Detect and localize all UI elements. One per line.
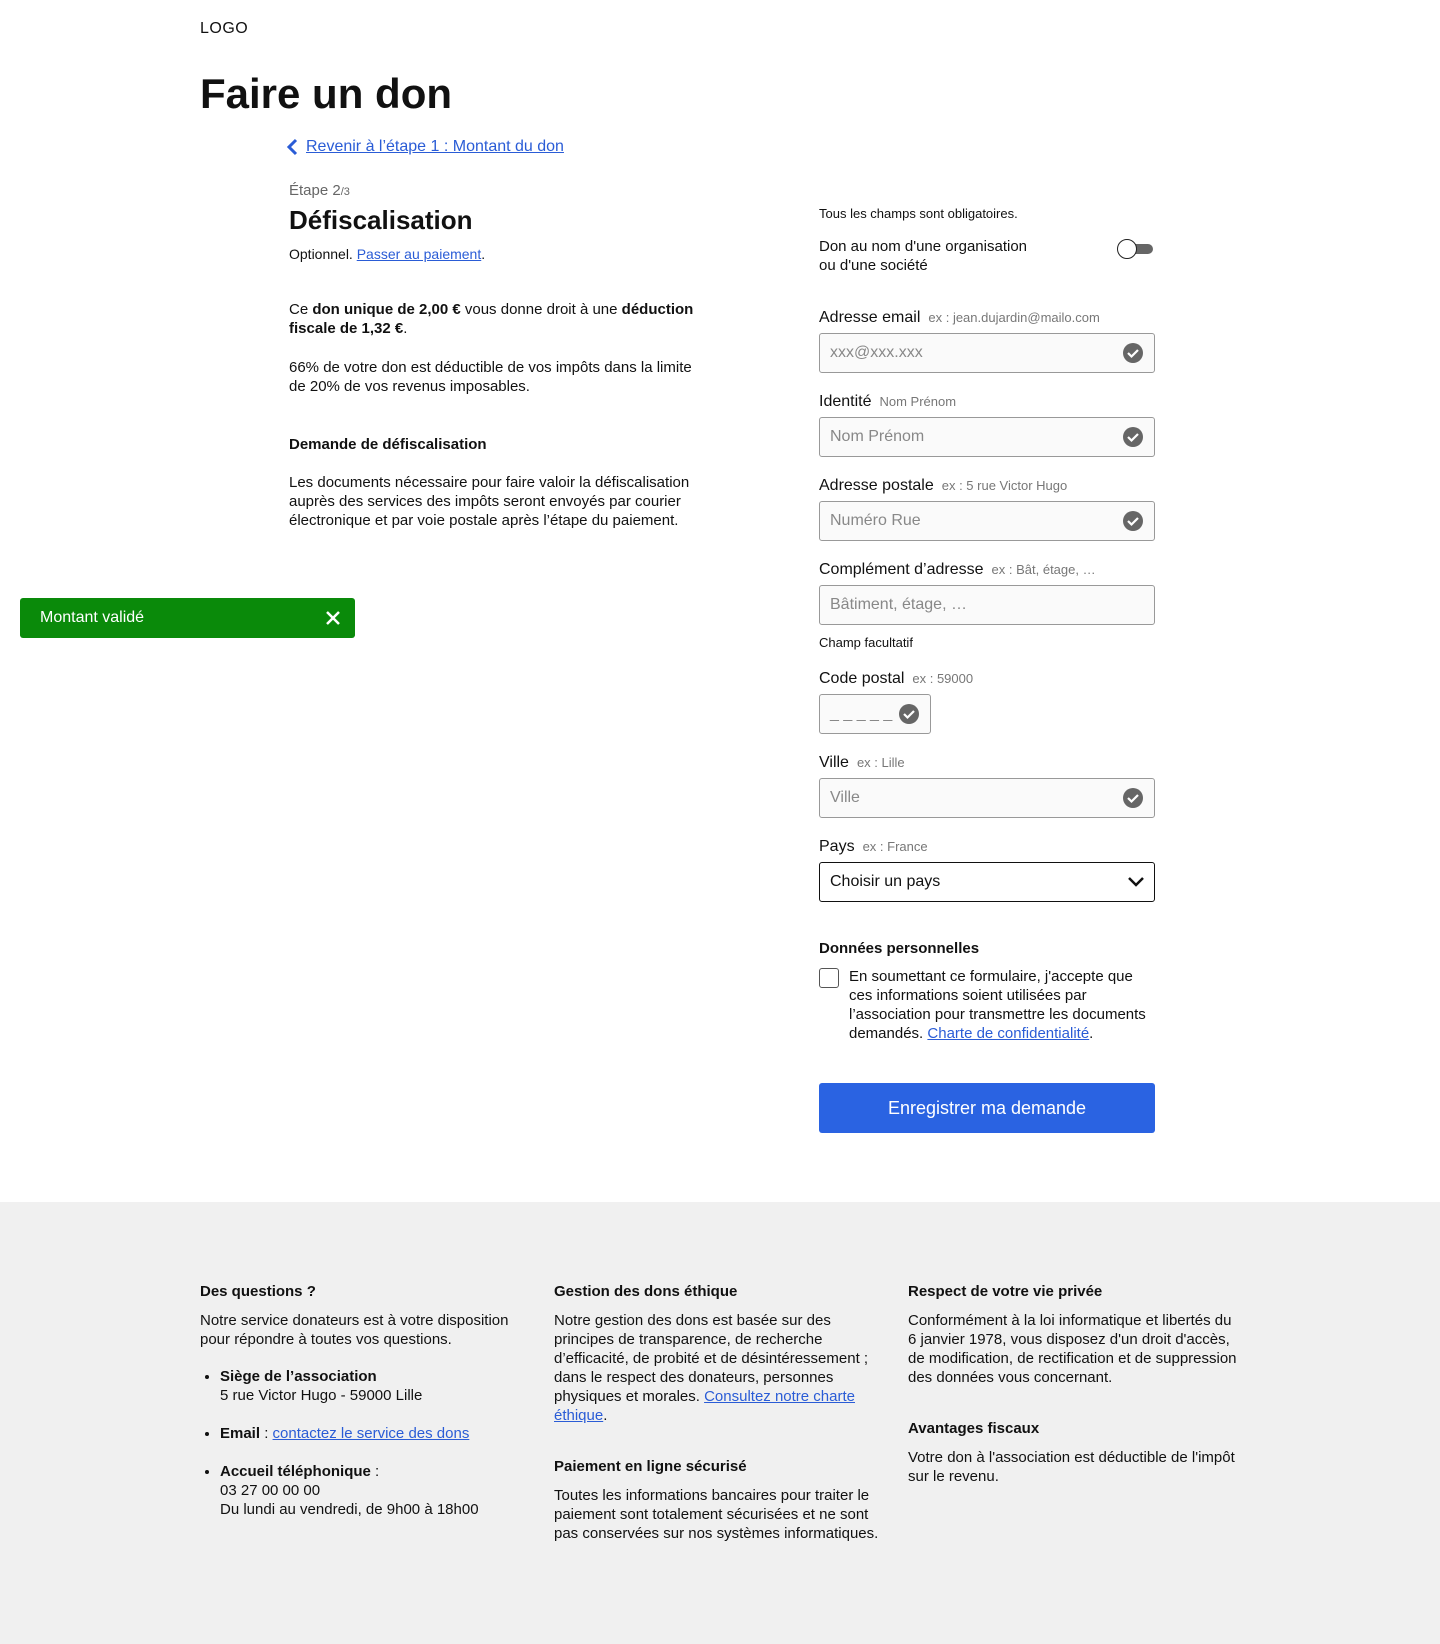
email-field-group: [819, 309, 1155, 373]
address-label: Adresse postale: [819, 477, 934, 494]
page-title: Faire un don: [200, 70, 452, 117]
country-hint: ex : France: [862, 839, 928, 854]
check-circle-icon: [1122, 787, 1144, 809]
check-circle-icon: [1122, 510, 1144, 532]
address2-hint: ex : Bât, étage, …: [991, 562, 1096, 577]
country-label: Pays: [819, 838, 855, 855]
ethics-charter-link[interactable]: Consultez notre charte éthique: [554, 1388, 855, 1424]
identity-field-group: [819, 393, 1155, 457]
skip-to-payment-link[interactable]: Passer au paiement: [356, 246, 482, 262]
contact-service-link[interactable]: contactez le service des dons: [272, 1425, 470, 1442]
tax-request-text: Les documents nécessaire pour faire valoir la défiscalisation auprès des services des impôts seront envoyés par courier électronique et par voie postale après l’étape du paiement.: [289, 474, 690, 529]
deduction-info: 66% de votre don est déductible de vos impôts dans la limite de 20% de vos revenus imposables.: [289, 359, 692, 395]
optional-field-note: Champ facultatif: [819, 635, 913, 650]
zip-input[interactable]: _ _ _ _ _: [819, 694, 931, 734]
back-to-step-1-link[interactable]: [286, 138, 564, 156]
logo: LOGO: [200, 20, 249, 37]
org-toggle-row: [819, 237, 1155, 275]
optional-note: Optionnel. Passer au paiement.: [289, 246, 486, 262]
identity-label: Identité: [819, 393, 872, 410]
footer-privacy-title: Respect de votre vie privée: [908, 1283, 1103, 1300]
chevron-down-icon: [1128, 877, 1144, 887]
toast-label: Montant validé: [40, 609, 145, 626]
address-input[interactable]: Numéro Rue: [819, 501, 1155, 541]
footer-ethics: [554, 1282, 889, 1543]
footer-questions: [200, 1282, 535, 1538]
city-input[interactable]: Ville: [819, 778, 1155, 818]
email-input[interactable]: xxx@xxx.xxx: [819, 333, 1155, 373]
footer-tax-title: Avantages fiscaux: [908, 1420, 1040, 1437]
address2-label: Complément d’adresse: [819, 561, 984, 578]
city-hint: ex : Lille: [856, 755, 905, 770]
consent-text: En soumettant ce formulaire, j'accepte que ces informations soient utilisées par l’association pour transmettre les documents demandés. Charte de confidentialité.: [849, 968, 1146, 1042]
step-indicator: Étape 2/3: [289, 182, 350, 199]
tax-form: [819, 206, 1155, 1133]
donation-summary: Ce don unique de 2,00 € vous donne droit à une déduction fiscale de 1,32 €.: [289, 301, 694, 337]
step-summary: [289, 182, 709, 530]
contact-list: [200, 1367, 535, 1519]
org-toggle[interactable]: [1117, 239, 1155, 259]
personal-data-title: Données personnelles: [819, 940, 980, 957]
zip-label: Code postal: [819, 670, 905, 687]
list-item: • Email : contactez le service des dons: [220, 1424, 535, 1443]
footer: [0, 1202, 1440, 1644]
footer-payment-title: Paiement en ligne sécurisé: [554, 1458, 747, 1475]
zip-field-group: [819, 670, 1155, 734]
success-toast: [20, 598, 355, 638]
email-hint: ex : jean.dujardin@mailo.com: [928, 310, 1100, 325]
city-label: Ville: [819, 754, 849, 771]
close-icon[interactable]: [323, 608, 343, 628]
fields: [819, 309, 1155, 902]
check-circle-icon: [1122, 342, 1144, 364]
footer-ethics-text: Notre gestion des dons est basée sur des principes de transparence, de recherche d’efficacité, de probité et de désintéressement ; dans le respect des donateurs, personnes physiques et morales. Consultez notre charte éthique.: [554, 1312, 869, 1424]
footer-questions-title: Des questions ?: [200, 1283, 316, 1300]
tax-request-title: Demande de défiscalisation: [289, 436, 487, 453]
required-note: Tous les champs sont obligatoires.: [819, 206, 1018, 221]
footer-privacy-text: Conformément à la loi informatique et libertés du 6 janvier 1978, vous disposez d'un droit d'accès, de modification, de rectification et de suppression des données vous concernant.: [908, 1312, 1237, 1386]
footer-privacy: [908, 1282, 1243, 1486]
footer-tax-text: Votre don à l'association est déductible de l'impôt sur le revenu.: [908, 1449, 1235, 1485]
address2-input[interactable]: Bâtiment, étage, …: [819, 585, 1155, 625]
country-field-group: [819, 838, 1155, 902]
consent-row: [819, 967, 1155, 1043]
org-toggle-label: Don au nom d'une organisation ou d'une société: [819, 238, 1028, 274]
city-field-group: [819, 754, 1155, 818]
address2-field-group: [819, 561, 1155, 650]
address-field-group: [819, 477, 1155, 541]
consent-checkbox[interactable]: [819, 968, 839, 988]
identity-hint: Nom Prénom: [879, 394, 957, 409]
check-circle-icon: [898, 703, 920, 725]
check-circle-icon: [1122, 426, 1144, 448]
country-select[interactable]: Choisir un pays: [819, 862, 1155, 902]
submit-button[interactable]: Enregistrer ma demande: [819, 1083, 1155, 1133]
section-title: Défiscalisation: [289, 205, 473, 235]
footer-questions-text: Notre service donateurs est à votre disposition pour répondre à toutes vos questions.: [200, 1312, 509, 1348]
list-item: • Siège de l’association 5 rue Victor Hugo - 59000 Lille: [220, 1367, 535, 1405]
address-hint: ex : 5 rue Victor Hugo: [941, 478, 1068, 493]
footer-payment-text: Toutes les informations bancaires pour traiter le paiement sont totalement sécurisées et ne sont pas conservées sur nos systèmes informatiques.: [554, 1487, 879, 1542]
privacy-charter-link[interactable]: Charte de confidentialité: [927, 1025, 1090, 1042]
identity-input[interactable]: Nom Prénom: [819, 417, 1155, 457]
back-link-label: Revenir à l’étape 1 : Montant du don: [306, 138, 564, 155]
email-label: Adresse email: [819, 309, 921, 326]
zip-hint: ex : 59000: [912, 671, 974, 686]
list-item: • Accueil téléphonique : 03 27 00 00 00 Du lundi au vendredi, de 9h00 à 18h00: [220, 1462, 535, 1519]
chevron-left-icon: [286, 138, 298, 156]
footer-ethics-title: Gestion des dons éthique: [554, 1283, 738, 1300]
